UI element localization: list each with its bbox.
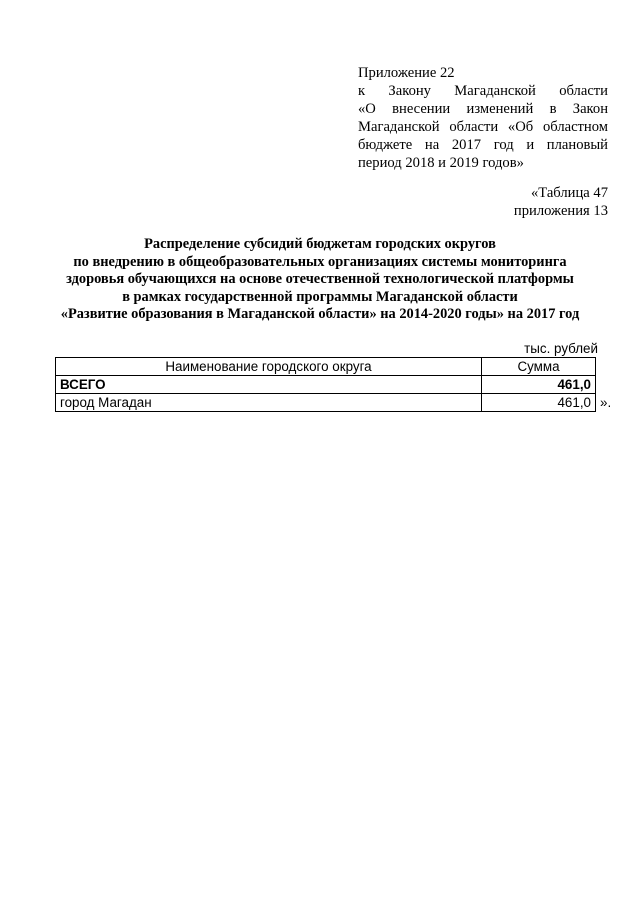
header-district-name: Наименование городского округа (56, 358, 482, 376)
district-name: город Магадан (56, 394, 482, 412)
appendix-line: Приложение 22 (358, 65, 455, 81)
table-reference-line: «Таблица 47 (530, 185, 608, 201)
title-line: «Развитие образования в Магаданской области» на 2014-2020 годы» на 2017 год (60, 306, 580, 322)
title-line: Распределение субсидий бюджетам городских округов (144, 236, 496, 252)
title-line: по внедрению в общеобразовательных организациях системы мониторинга (73, 253, 567, 270)
units-label: тыс. рублей (524, 341, 598, 356)
appendix-header (358, 64, 608, 172)
table-reference (514, 184, 608, 220)
header-amount: Сумма (482, 358, 596, 376)
appendix-line: к Закону Магаданской области (358, 83, 608, 99)
appendix-line: «О внесении изменений в Закон (358, 101, 608, 117)
title-line: в рамках государственной программы Магаданской области (122, 288, 518, 305)
closing-quote-mark: ». (600, 395, 612, 410)
district-amount: 461,0 (482, 394, 596, 412)
table-total-row (56, 376, 596, 394)
appendix-line: период 2018 и 2019 годов» (358, 155, 524, 171)
total-amount: 461,0 (482, 376, 596, 394)
subsidy-table (55, 357, 596, 412)
table-row (56, 394, 596, 412)
total-label: ВСЕГО (56, 376, 482, 394)
title-line: здоровья обучающихся на основе отечественной технологической платформы (66, 271, 574, 287)
document-title (40, 236, 600, 324)
table-reference-line: приложения 13 (513, 203, 608, 219)
appendix-line: бюджете на 2017 год и плановый (358, 137, 608, 153)
appendix-line: Магаданской области «Об областном (358, 119, 608, 135)
table-header-row (56, 358, 596, 376)
